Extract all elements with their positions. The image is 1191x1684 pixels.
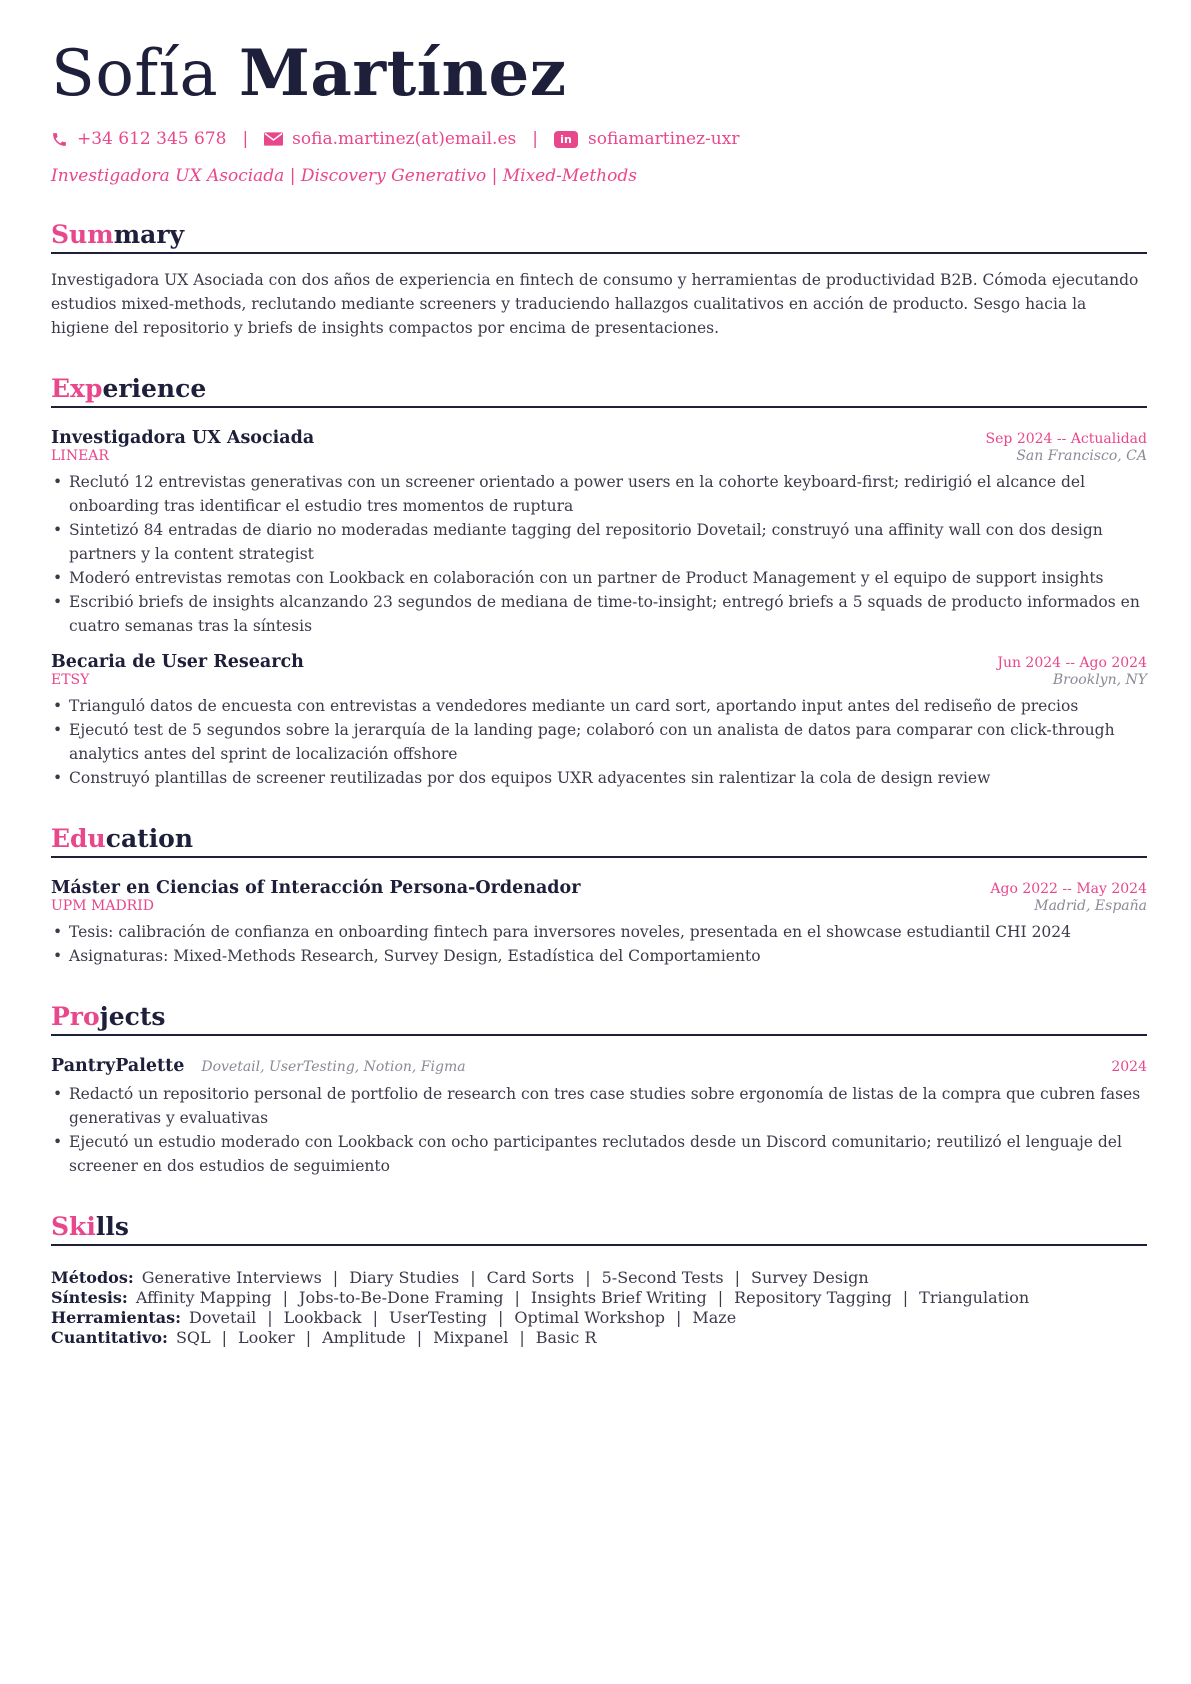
project-entry — [51, 1056, 1147, 1178]
skill-item: Looker — [238, 1328, 295, 1347]
skill-separator: | — [585, 1268, 591, 1287]
job-bullets — [51, 470, 1147, 638]
phone-text: +34 612 345 678 — [77, 129, 227, 149]
skill-separator: | — [470, 1268, 476, 1287]
experience-entry — [51, 428, 1147, 638]
experience-entry — [51, 652, 1147, 790]
section-heading-projects — [51, 1002, 1147, 1036]
bullet-item: • Moderó entrevistas remotas con Lookback en colaboración con un partner de Product Management y el equipo de support insights — [51, 566, 1147, 590]
heading-rest: lls — [95, 1212, 129, 1241]
first-name: Sofía — [51, 37, 219, 111]
project-bullets — [51, 1082, 1147, 1178]
education-bullets — [51, 920, 1147, 968]
skill-category: Síntesis: — [51, 1288, 128, 1307]
heading-accent: Ski — [51, 1212, 96, 1241]
skill-item: 5-Second Tests — [601, 1268, 724, 1287]
bullet-item: • Ejecutó un estudio moderado con Lookback con ocho participantes reclutados desde un Discord comunitario; reutilizó el lenguaje del screener en dos estudios de seguimiento — [51, 1130, 1147, 1178]
skill-group — [51, 1308, 1147, 1328]
skill-group — [51, 1328, 1147, 1348]
bullet-item: • Redactó un repositorio personal de portfolio de research con tres case studies sobre ergonomía de listas de la compra que cubren fases generativas y evaluativas — [51, 1082, 1147, 1130]
skill-category: Métodos: — [51, 1268, 134, 1287]
skill-item: Survey Design — [751, 1268, 869, 1287]
heading-accent: Edu — [51, 824, 106, 853]
bullet-item: • Tesis: calibración de confianza en onboarding fintech para inversores noveles, presentada en el showcase estudiantil CHI 2024 — [51, 920, 1147, 944]
skill-item: SQL — [175, 1328, 211, 1347]
heading-accent: Exp — [51, 374, 103, 403]
skill-item: Dovetail — [189, 1308, 257, 1327]
skills-list — [51, 1268, 1147, 1348]
job-dates: Sep 2024 -- Actualidad — [985, 431, 1147, 447]
skill-separator: | — [519, 1328, 525, 1347]
project-year: 2024 — [1111, 1059, 1147, 1075]
job-title: Investigadora UX Asociada — [51, 428, 315, 448]
degree-title: Máster en Ciencias of Interacción Persona-Ordenador — [51, 878, 581, 898]
contact-bar — [51, 128, 1147, 150]
bullet-item: • Escribió briefs de insights alcanzando 23 segundos de mediana de time-to-insight; entregó briefs a 5 squads de producto informados en cuatro semanas tras la síntesis — [51, 590, 1147, 638]
bullet-item: • Asignaturas: Mixed-Methods Research, Survey Design, Estadística del Comportamiento — [51, 944, 1147, 968]
contact-linkedin[interactable] — [554, 129, 739, 149]
heading-rest: mary — [113, 220, 185, 249]
skill-item: Lookback — [283, 1308, 362, 1327]
skill-item: Affinity Mapping — [135, 1288, 272, 1307]
entry-header — [51, 652, 1147, 672]
section-heading-skills — [51, 1212, 1147, 1246]
email-text: sofia.martinez(at)email.es — [292, 129, 517, 149]
heading-rest: cation — [105, 824, 194, 853]
job-location: Brooklyn, NY — [1052, 672, 1147, 688]
skill-category: Cuantitativo: — [51, 1328, 168, 1347]
skill-separator: | — [675, 1308, 682, 1327]
resume-page — [51, 36, 1147, 1348]
section-heading-education — [51, 824, 1147, 858]
education-entry — [51, 878, 1147, 968]
entry-header — [51, 428, 1147, 448]
skill-group — [51, 1268, 1147, 1288]
skill-item: UserTesting — [389, 1308, 488, 1327]
job-dates: Jun 2024 -- Ago 2024 — [997, 655, 1147, 671]
candidate-name — [51, 36, 1147, 112]
skill-item: Amplitude — [322, 1328, 406, 1347]
skill-separator: | — [416, 1328, 423, 1347]
skill-separator: | — [282, 1288, 289, 1307]
summary-text: Investigadora UX Asociada con dos años de experiencia en fintech de consumo y herramientas de productividad B2B. Cómoda ejecutando estudios mixed-methods, reclutando mediante screeners y traduciendo hallazgos cualitativos en acción de producto. Sesgo hacia la higiene del repositorio y briefs de insights compactos por encima de presentaciones. — [51, 271, 1139, 337]
linkedin-text: sofiamartinez-uxr — [587, 129, 740, 149]
school-location: Madrid, España — [1034, 898, 1147, 914]
project-tech: Dovetail, UserTesting, Notion, Figma — [201, 1059, 466, 1075]
contact-phone[interactable] — [51, 129, 226, 149]
skill-item: Insights Brief Writing — [530, 1288, 707, 1307]
heading-rest: jects — [99, 1002, 166, 1031]
entry-subheader — [51, 672, 1147, 688]
skill-item: Optimal Workshop — [514, 1308, 665, 1327]
contact-email[interactable] — [264, 129, 516, 149]
entry-header — [51, 1056, 1147, 1076]
skill-item: Maze — [692, 1308, 737, 1327]
skill-separator: | — [372, 1308, 378, 1327]
skill-item: Repository Tagging — [734, 1288, 892, 1307]
bullet-item: • Reclutó 12 entrevistas generativas con un screener orientado a power users en la cohorte keyboard-first; redirigió el alcance del onboarding tras identificar el estudio tres momentos de ruptura — [51, 470, 1147, 518]
skill-separator: | — [498, 1308, 504, 1327]
education-dates: Ago 2022 -- May 2024 — [990, 881, 1147, 897]
heading-accent: Sum — [51, 220, 114, 249]
bullet-item: • Trianguló datos de encuesta con entrevistas a vendedores mediante un card sort, aportando input antes del rediseño de precios — [51, 694, 1147, 718]
job-title: Becaria de User Research — [51, 652, 304, 672]
skill-item: Mixpanel — [433, 1328, 509, 1347]
skill-separator: | — [305, 1328, 312, 1347]
bullet-item: • Sintetizó 84 entradas de diario no moderadas mediante tagging del repositorio Dovetail; construyó una affinity wall con dos design partners y la content strategist — [51, 518, 1147, 566]
bullet-item: • Construyó plantillas de screener reutilizadas por dos equipos UXR adyacentes sin ralentizar la cola de design review — [51, 766, 1147, 790]
project-name: PantryPalette — [51, 1056, 185, 1076]
heading-accent: Pro — [51, 1002, 100, 1031]
heading-rest: erience — [102, 374, 207, 403]
skill-item: Card Sorts — [486, 1268, 575, 1287]
tagline: Investigadora UX Asociada | Discovery Generativo | Mixed-Methods — [51, 166, 637, 186]
skill-item: Triangulation — [919, 1288, 1030, 1307]
company-name: LINEAR — [51, 448, 109, 464]
job-location: San Francisco, CA — [1016, 448, 1147, 464]
contact-separator: | — [532, 129, 538, 149]
skill-separator: | — [514, 1288, 520, 1307]
skill-separator: | — [902, 1288, 909, 1307]
skill-category: Herramientas: — [51, 1308, 182, 1327]
skill-item: Diary Studies — [349, 1268, 460, 1287]
bullet-item: • Ejecutó test de 5 segundos sobre la jerarquía de la landing page; colaboró con un analista de datos para comparar con click-through analytics antes del sprint de localización offshore — [51, 718, 1147, 766]
skill-separator: | — [734, 1268, 740, 1287]
entry-subheader — [51, 898, 1147, 914]
skill-separator: | — [332, 1268, 339, 1287]
entry-header — [51, 878, 1147, 898]
contact-separator: | — [242, 129, 249, 149]
school-name: UPM MADRID — [51, 898, 154, 914]
skill-item: Jobs-to-Be-Done Framing — [299, 1288, 504, 1307]
skill-separator: | — [267, 1308, 273, 1327]
section-heading-summary — [51, 220, 1147, 254]
skill-item: Generative Interviews — [141, 1268, 322, 1287]
project-title — [51, 1056, 466, 1076]
envelope-icon — [264, 132, 283, 146]
skill-item: Basic R — [535, 1328, 597, 1347]
skill-separator: | — [717, 1288, 724, 1307]
entry-subheader — [51, 448, 1147, 464]
skill-separator: | — [221, 1328, 228, 1347]
last-name: Martínez — [239, 36, 567, 111]
section-heading-experience — [51, 374, 1147, 408]
company-name: ETSY — [51, 672, 90, 688]
linkedin-icon: in — [554, 131, 578, 148]
phone-icon — [51, 131, 68, 148]
job-bullets — [51, 694, 1147, 790]
skill-group — [51, 1288, 1147, 1308]
